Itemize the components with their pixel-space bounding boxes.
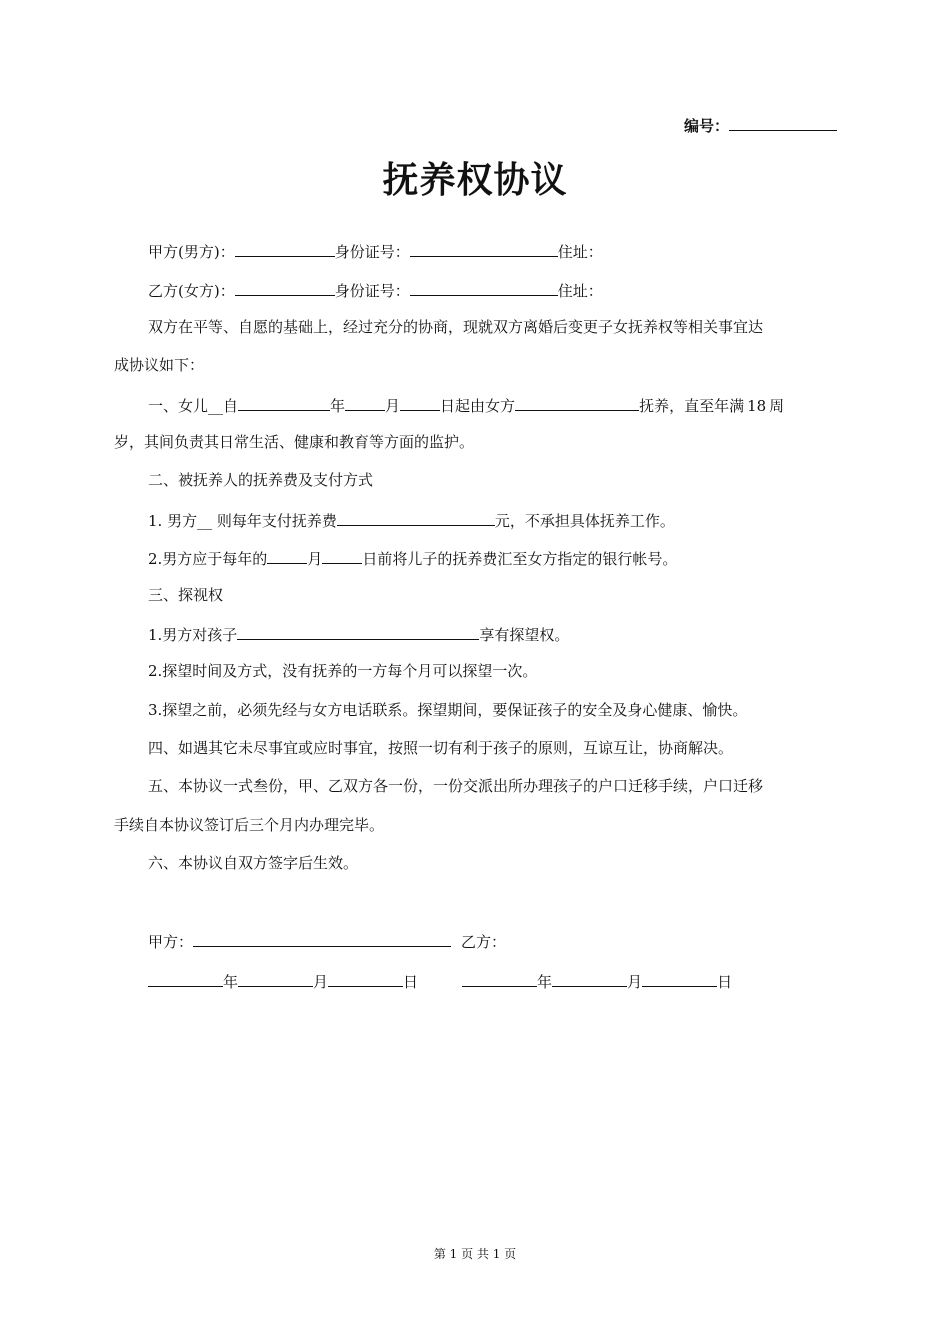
clause3-item1: [148, 623, 569, 645]
party-b-date-month: 月: [627, 973, 643, 991]
serial-blank[interactable]: [729, 114, 837, 131]
clause2-item2-month: 月: [307, 550, 323, 568]
party-a-address-label: 住址：: [557, 243, 603, 261]
party-a-name-blank[interactable]: [235, 240, 335, 257]
intro-line-1: 双方在平等、自愿的基础上，经过充分的协商，现就双方离婚后变更子女抚养权等相关事宜达: [148, 318, 764, 336]
clause1-day-blank[interactable]: [400, 394, 440, 411]
party-a-date-year-blank[interactable]: [148, 970, 223, 987]
serial-label: 编号：: [683, 117, 729, 135]
clause1-part1: 一、女儿__自: [148, 397, 239, 415]
clause2-heading: 二、被抚养人的抚养费及支付方式: [148, 471, 374, 489]
clause1-line-1: [148, 394, 784, 416]
party-b-date-day: 日: [717, 973, 733, 991]
party-b-date-year: 年: [537, 973, 553, 991]
clause1-year: 年: [330, 397, 346, 415]
clause6: 六、本协议自双方签字后生效。: [148, 854, 359, 872]
clause2-item2-b: 日前将儿子的抚养费汇至女方指定的银行帐号。: [362, 550, 678, 568]
clause3-child-blank[interactable]: [237, 623, 479, 640]
clause2-day-blank[interactable]: [322, 547, 362, 564]
party-a-date-month: 月: [313, 973, 329, 991]
party-a-line: [148, 240, 603, 262]
clause3-heading: 三、探视权: [148, 586, 224, 604]
clause3-item3: 3.探望之前，必须先经与女方电话联系。探望期间，要保证孩子的安全及身心健康、愉快。: [148, 701, 748, 719]
party-a-date-day-blank[interactable]: [328, 970, 403, 987]
party-b-label: 乙方(女方)：: [148, 282, 235, 300]
party-b-id-blank[interactable]: [410, 279, 558, 296]
clause2-fee-blank[interactable]: [337, 509, 495, 526]
clause4: 四、如遇其它未尽事宜或应时事宜，按照一切有利于孩子的原则，互谅互让，协商解决。: [148, 739, 734, 757]
party-a-id-label: 身份证号：: [334, 243, 410, 261]
party-b-date-day-blank[interactable]: [642, 970, 717, 987]
clause1-year-blank[interactable]: [238, 394, 330, 411]
party-b-signature-label: 乙方：: [461, 933, 507, 951]
clause3-item2: 2.探望时间及方式，没有抚养的一方每个月可以探望一次。: [148, 662, 538, 680]
clause2-item1-a: 1. 男方__ 则每年支付抚养费: [148, 512, 337, 530]
party-b-date-month-blank[interactable]: [552, 970, 627, 987]
clause1-age: 18: [747, 397, 767, 415]
clause2-item1-b: 元，不承担具体抚养工作。: [494, 512, 675, 530]
clause1-month-blank[interactable]: [345, 394, 385, 411]
clause1-month: 月: [385, 397, 401, 415]
serial-number: [684, 114, 837, 136]
party-a-signature-label: 甲方：: [148, 933, 194, 951]
date-line: [148, 970, 732, 992]
page-footer: 第 1 页 共 1 页: [433, 1247, 517, 1261]
clause2-month-blank[interactable]: [267, 547, 307, 564]
clause3-item1-a: 1.男方对孩子: [148, 626, 238, 644]
party-a-label: 甲方(男方)：: [148, 243, 235, 261]
clause1-day-from: 日起由女方: [440, 397, 516, 415]
clause2-item2: [148, 547, 677, 569]
clause1-part3: 周: [769, 397, 785, 415]
party-b-line: [148, 279, 603, 301]
clause1-line-2: 岁，其间负责其日常生活、健康和教育等方面的监护。: [114, 433, 475, 451]
party-b-id-label: 身份证号：: [334, 282, 410, 300]
document-title: 抚养权协议: [382, 160, 568, 201]
intro-line-2: 成协议如下：: [114, 356, 205, 374]
clause3-item1-b: 享有探望权。: [479, 626, 570, 644]
clause5-line-2: 手续自本协议签订后三个月内办理完毕。: [114, 816, 385, 834]
clause5-line-1: 五、本协议一式叁份，甲、乙双方各一份，一份交派出所办理孩子的户口迁移手续，户口迁移: [148, 777, 764, 795]
clause1-guardian-blank[interactable]: [515, 394, 639, 411]
party-b-address-label: 住址：: [557, 282, 603, 300]
clause2-item2-a: 2.男方应于每年的: [148, 550, 268, 568]
party-b-date-year-blank[interactable]: [462, 970, 537, 987]
party-b-name-blank[interactable]: [235, 279, 335, 296]
party-a-date-day: 日: [403, 973, 419, 991]
party-a-date-month-blank[interactable]: [238, 970, 313, 987]
party-a-id-blank[interactable]: [410, 240, 558, 257]
party-a-date-year: 年: [223, 973, 239, 991]
party-a-signature-blank[interactable]: [193, 930, 451, 947]
clause2-item1: [148, 509, 675, 531]
signature-line: [148, 930, 506, 952]
clause1-part2: 抚养，直至年满: [639, 397, 745, 415]
